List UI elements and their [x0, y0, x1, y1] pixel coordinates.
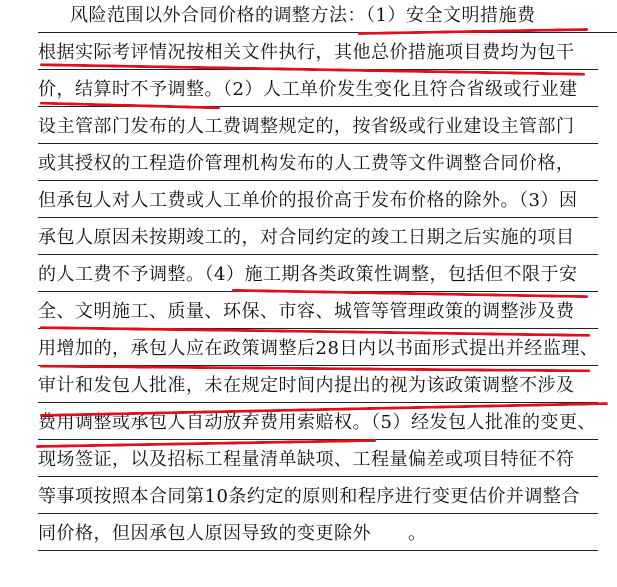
text-line-12: 费用调整或承包人自动放弃费用索赔权。（5）经发包人批准的变更、: [38, 407, 598, 440]
text-line-4: 设主管部门发布的人工费调整规定的，按省级或行业建设主管部门: [38, 111, 598, 144]
text-line-13: 现场签证，以及招标工程量清单缺项、工程量偏差或项目特征不符: [38, 444, 598, 477]
text-line-11: 审计和发包人批准，未在规定时间内提出的视为该政策调整不涉及: [38, 370, 598, 403]
text-line-8: 的人工费不予调整。（4）施工期各类政策性调整，包括但不限于安: [38, 259, 598, 292]
text-line-10: 用增加的，承包人应在政策调整后28日内以书面形式提出并经监理、: [38, 333, 598, 366]
text-line-9: 全、文明施工、质量、环保、市容、城管等管理政策的调整涉及费: [38, 296, 598, 329]
text-line-6: 但承包人对人工费或人工单价的报价高于发布价格的除外。（3）因: [38, 185, 598, 218]
text-line-14: 等事项按照本合同第10条约定的原则和程序进行变更估价并调整合: [38, 481, 598, 514]
text-line-1: 风险范围以外合同价格的调整方法：（1）安全文明措施费: [38, 0, 617, 33]
text-line-15: 同价格，但因承包人原因导致的变更除外 。: [38, 518, 598, 551]
text-line-2: 根据实际考评情况按相关文件执行，其他总价措施项目费均为包干: [38, 37, 598, 70]
text-line-7: 承包人原因未按期竣工的，对合同约定的竣工日期之后实施的项目: [38, 222, 598, 255]
text-line-5: 或其授权的工程造价管理机构发布的人工费等文件调整合同价格，: [38, 148, 598, 181]
text-line-3: 价，结算时不予调整。（2）人工单价发生变化且符合省级或行业建: [38, 74, 598, 107]
